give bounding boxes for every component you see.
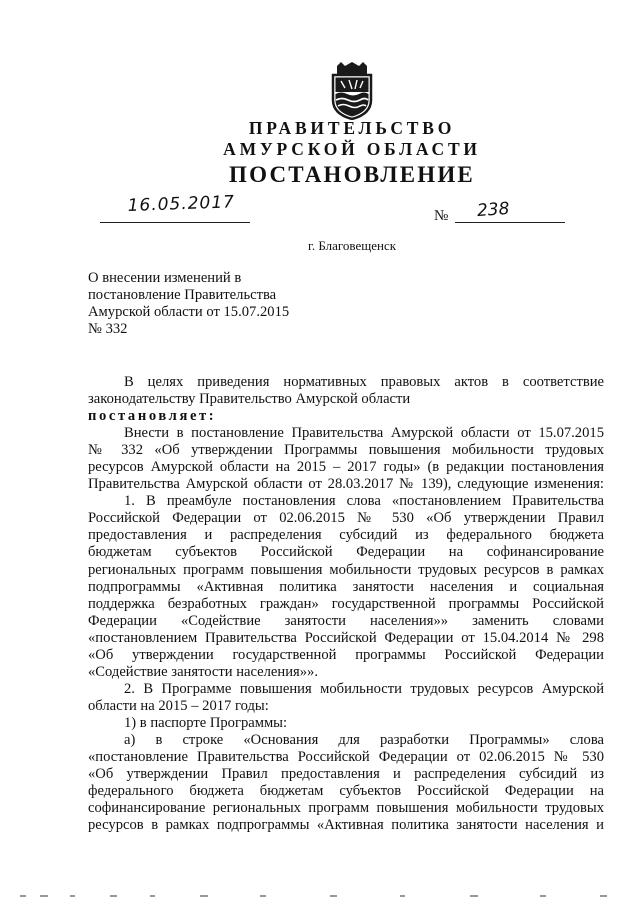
body-line: ресурсов Амурской области на 2015 – 2017 годы» (в редакции постановления bbox=[88, 459, 604, 476]
document-type-title: ПОСТАНОВЛЕНИЕ bbox=[229, 162, 475, 187]
body-line: поддержка безработных граждан» государственной программы Российской bbox=[88, 595, 604, 612]
body-line: 1) в паспорте Программы: bbox=[124, 714, 288, 731]
body-line: ресурсов в рамках подпрограммы «Активная политика занятости населения и bbox=[88, 817, 604, 834]
body-line: В целях приведения нормативных правовых актов в соответствие bbox=[124, 374, 604, 390]
body-line: предоставления и распределения субсидий из федерального бюджета bbox=[88, 527, 604, 544]
date-underline bbox=[100, 222, 250, 223]
coat-of-arms-icon bbox=[327, 62, 377, 120]
number-underline bbox=[455, 222, 565, 223]
body-line: бюджетам субъектов Российской Федерации на софинансирование bbox=[88, 544, 604, 561]
body-line: федерального бюджета бюджетам субъектов Российской Федерации на bbox=[88, 783, 604, 800]
body-line: а) в строке «Основания для разработки Программы» слова bbox=[124, 731, 604, 748]
body-line: «Об утверждении Правил предоставления и распределения субсидий из bbox=[88, 766, 604, 783]
body-line: Правительства Амурской области от 28.03.2017 № 139), следующие изменения: bbox=[88, 476, 604, 493]
body-line: «Об утверждении государственной программы Российской Федерации bbox=[88, 646, 604, 663]
body-line: области на 2015 – 2017 годы: bbox=[88, 697, 269, 714]
city-name: г. Благовещенск bbox=[307, 238, 397, 253]
government-title: ПРАВИТЕЛЬСТВО bbox=[248, 118, 456, 138]
body-line: законодательству Правительство Амурской области bbox=[88, 391, 411, 408]
body-line: региональных программ повышения мобильности трудовых ресурсов в рамках bbox=[88, 561, 604, 578]
body-line: 1. В преамбуле постановления слова «постановлением Правительства bbox=[124, 493, 604, 510]
document-number: 238 bbox=[476, 198, 511, 222]
subject-line: О внесении изменений в bbox=[88, 270, 242, 286]
body-line: Внести в постановление Правительства Амурской области от 15.07.2015 bbox=[124, 425, 604, 442]
scan-edge-marks bbox=[0, 891, 640, 901]
subject-line: постановление Правительства bbox=[88, 287, 277, 303]
body-line: 2. В Программе повышения мобильности трудовых ресурсов Амурской bbox=[124, 680, 604, 697]
subject-line: Амурской области от 15.07.2015 bbox=[88, 304, 290, 320]
region-title: АМУРСКОЙ ОБЛАСТИ bbox=[223, 139, 481, 159]
body-line: Федерации «Содействие занятости населения»» заменить словами bbox=[88, 612, 604, 629]
body-line: № 332 «Об утверждении Программы повышения мобильности трудовых bbox=[88, 442, 604, 459]
document-body bbox=[88, 374, 604, 834]
body-line: «Содействие занятости населения»». bbox=[88, 663, 318, 680]
body-line: подпрограммы «Активная политика занятости населения и социальная bbox=[88, 578, 604, 595]
body-line: софинансирование региональных программ повышения мобильности трудовых bbox=[88, 800, 604, 817]
subject-line: № 332 bbox=[88, 321, 128, 337]
document-subject bbox=[88, 270, 289, 338]
body-line: Российской Федерации от 02.06.2015 № 530 «Об утверждении Правил bbox=[88, 510, 604, 527]
body-line: «постановление Правительства Российской Федерации от 02.06.2015 № 530 bbox=[88, 749, 604, 766]
body-line: постановляет: bbox=[88, 408, 217, 425]
document-date: 16.05.2017 bbox=[127, 192, 236, 216]
number-sign: № bbox=[434, 208, 449, 224]
body-line: «постановлением Правительства Российской Федерации от 15.04.2014 № 298 bbox=[88, 629, 604, 646]
